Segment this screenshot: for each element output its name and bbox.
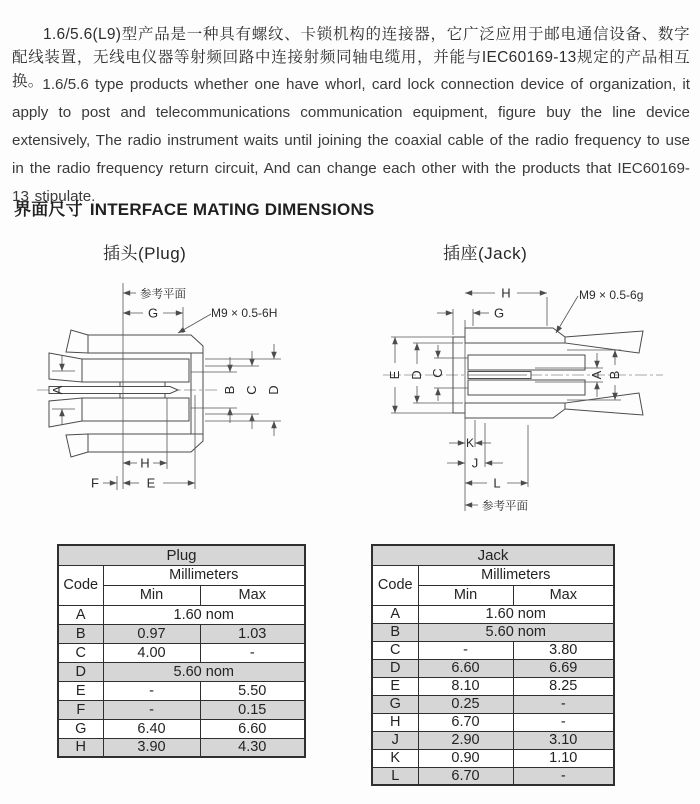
- table-row: [372, 659, 614, 677]
- table-row: [372, 767, 614, 785]
- table-row: [58, 662, 305, 681]
- cell-max: -: [513, 713, 614, 731]
- jack-table-title-row: [372, 545, 614, 565]
- cell-min: 8.10: [418, 677, 513, 695]
- cell-code: E: [58, 681, 103, 700]
- cell-code: G: [58, 719, 103, 738]
- plug-insulator-bottom: [82, 398, 189, 421]
- table-row: [58, 643, 305, 662]
- jack-table-header-max: Max: [513, 585, 614, 605]
- table-row: [372, 623, 614, 641]
- table-row: [372, 605, 614, 623]
- table-row: [58, 681, 305, 700]
- cell-code: C: [58, 643, 103, 662]
- jack-figure-title: 插座(Jack): [443, 244, 528, 263]
- cell-max: 4.30: [200, 738, 305, 757]
- plug-dim-f: [91, 476, 117, 491]
- jack-table-title: Jack: [372, 545, 614, 565]
- cell-code: H: [58, 738, 103, 757]
- plug-figure-title: 插头(Plug): [103, 244, 187, 263]
- jack-table-header-min: Min: [418, 585, 513, 605]
- plug-table-title-row: [58, 545, 305, 565]
- plug-insulator-top: [82, 359, 189, 382]
- plug-ref-plane-callout: [123, 287, 186, 301]
- jack-shell-hatch-bottom: [465, 403, 565, 418]
- cell-min: 6.60: [418, 659, 513, 677]
- jack-dim-c: [430, 345, 468, 401]
- plug-dielectric-left-bottom: [49, 398, 82, 427]
- jack-drawing: [363, 265, 698, 541]
- plug-thread-callout: [178, 306, 277, 333]
- cell-code: D: [372, 659, 418, 677]
- jack-dim-label-d: D: [409, 370, 424, 380]
- jack-dim-label-k: K: [465, 436, 475, 450]
- cell-min: 2.90: [418, 731, 513, 749]
- cell-value: 5.60 nom: [103, 662, 305, 681]
- plug-cable-break-bottom: [66, 434, 88, 457]
- cell-max: 5.50: [200, 681, 305, 700]
- plug-dim-label-h: H: [140, 455, 150, 471]
- jack-thread-callout: [556, 288, 643, 333]
- table-row: [58, 700, 305, 719]
- cell-value: 1.60 nom: [418, 605, 614, 623]
- table-row: [372, 749, 614, 767]
- cell-max: 3.10: [513, 731, 614, 749]
- cell-code: F: [58, 700, 103, 719]
- cell-code: E: [372, 677, 418, 695]
- jack-dim-label-l: L: [493, 475, 501, 491]
- cell-code: J: [372, 731, 418, 749]
- jack-dim-label-j: J: [471, 455, 479, 471]
- cell-max: 3.80: [513, 641, 614, 659]
- table-row: [372, 731, 614, 749]
- jack-rear-hatch-bottom: [565, 393, 643, 415]
- cell-code: C: [372, 641, 418, 659]
- plug-table-header-min: Min: [103, 585, 200, 605]
- plug-dim-g: [123, 306, 183, 334]
- plug-dielectric-left-top: [49, 353, 82, 382]
- cell-code: D: [58, 662, 103, 681]
- cell-min: -: [418, 641, 513, 659]
- cell-max: 1.10: [513, 749, 614, 767]
- table-row: [58, 738, 305, 757]
- cell-min: -: [103, 681, 200, 700]
- jack-dim-label-h: H: [501, 285, 511, 301]
- cell-min: 6.70: [418, 713, 513, 731]
- plug-drawing: [25, 265, 365, 541]
- plug-table-header-code: Code: [58, 565, 103, 605]
- jack-dim-g: [437, 306, 504, 336]
- plug-dim-label-c: C: [244, 385, 259, 395]
- cell-max: 1.03: [200, 624, 305, 643]
- table-row: [372, 713, 614, 731]
- cell-min: -: [103, 700, 200, 719]
- plug-table-title: Plug: [58, 545, 305, 565]
- intro-paragraph-en: 1.6/5.6 type products whether one have whorl, card lock connection device of organization, it apply to post and telecommunications communication equipment, figure buy the line device extensively, The radio instrument waits until joining the coaxial cable of the radio frequency to use in the radio frequency return circuit, And can change each other with the products that IEC60169-13 stipulate.: [12, 76, 690, 206]
- jack-table-header-code: Code: [372, 565, 418, 605]
- cell-max: 8.25: [513, 677, 614, 695]
- cell-min: 4.00: [103, 643, 200, 662]
- cell-code: G: [372, 695, 418, 713]
- cell-min: 0.90: [418, 749, 513, 767]
- plug-dim-label-b: B: [222, 385, 237, 395]
- jack-shell-hatch-top: [465, 328, 565, 343]
- jack-dim-label-c: C: [430, 368, 445, 378]
- section-heading-zh: 界面尺寸: [14, 200, 83, 219]
- cell-max: 6.69: [513, 659, 614, 677]
- cell-min: 3.90: [103, 738, 200, 757]
- plug-shell-hatch-bottom: [88, 434, 203, 452]
- table-row: [372, 677, 614, 695]
- table-row: [58, 719, 305, 738]
- cell-value: 1.60 nom: [103, 605, 305, 624]
- cell-code: K: [372, 749, 418, 767]
- cell-value: 5.60 nom: [418, 623, 614, 641]
- plug-dim-label-g: G: [147, 305, 159, 321]
- cell-max: -: [513, 695, 614, 713]
- plug-cable-break-top: [66, 330, 88, 353]
- table-row: [58, 624, 305, 643]
- cell-code: A: [58, 605, 103, 624]
- cell-code: L: [372, 767, 418, 785]
- plug-dim-label-f: F: [91, 475, 99, 491]
- cell-max: -: [513, 767, 614, 785]
- jack-ref-plane-label: 参考平面: [482, 500, 528, 513]
- jack-thread-label: M9 × 0.5-6g: [579, 288, 644, 302]
- plug-dim-e: [123, 395, 195, 491]
- cell-code: B: [372, 623, 418, 641]
- plug-table-header-row: [58, 565, 305, 585]
- plug-dim-label-e: E: [146, 475, 156, 491]
- plug-dim-label-a: A: [50, 385, 65, 395]
- cell-code: B: [58, 624, 103, 643]
- jack-table-header-row: [372, 565, 614, 585]
- plug-shell-hatch-top: [88, 335, 203, 353]
- jack-dim-label-b: B: [607, 370, 622, 380]
- jack-dim-label-g: G: [494, 305, 505, 321]
- cell-min: 0.97: [103, 624, 200, 643]
- jack-dim-h: [465, 286, 547, 327]
- plug-shell-face: [191, 353, 203, 434]
- cell-max: 0.15: [200, 700, 305, 719]
- intro-paragraph-zh: 1.6/5.6(L9)型产品是一种具有螺纹、卡锁机构的连接器，它广泛应用于邮电通信设备、数字配线装置，无线电仪器等射频回路中连接射频同轴电缆用，并能与IEC60169-13规定的产品相互换。: [12, 25, 690, 90]
- jack-dimensions: [387, 286, 643, 513]
- jack-table: [371, 544, 615, 786]
- plug-dim-label-d: D: [266, 385, 281, 395]
- jack-dim-label-a: A: [589, 370, 604, 380]
- jack-dim-label-e: E: [387, 370, 402, 380]
- plug-thread-label: M9 × 0.5-6H: [211, 306, 278, 320]
- cell-min: 6.70: [418, 767, 513, 785]
- plug-ref-plane-label: 参考平面: [140, 288, 186, 301]
- cell-min: 0.25: [418, 695, 513, 713]
- plug-body-section: [49, 330, 203, 457]
- cell-code: A: [372, 605, 418, 623]
- cell-min: 6.40: [103, 719, 200, 738]
- plug-table-header-unit: Millimeters: [103, 565, 305, 585]
- cell-code: H: [372, 713, 418, 731]
- table-row: [58, 605, 305, 624]
- table-row: [372, 641, 614, 659]
- jack-table-header-unit: Millimeters: [418, 565, 614, 585]
- table-row: [372, 695, 614, 713]
- section-heading-en: INTERFACE MATING DIMENSIONS: [89, 200, 375, 219]
- plug-table: [57, 544, 306, 758]
- jack-ref-plane-callout: [465, 499, 528, 513]
- plug-center-pin: [49, 387, 178, 394]
- cell-max: -: [200, 643, 305, 662]
- cell-max: 6.60: [200, 719, 305, 738]
- section-heading: [14, 195, 374, 220]
- plug-table-header-max: Max: [200, 585, 305, 605]
